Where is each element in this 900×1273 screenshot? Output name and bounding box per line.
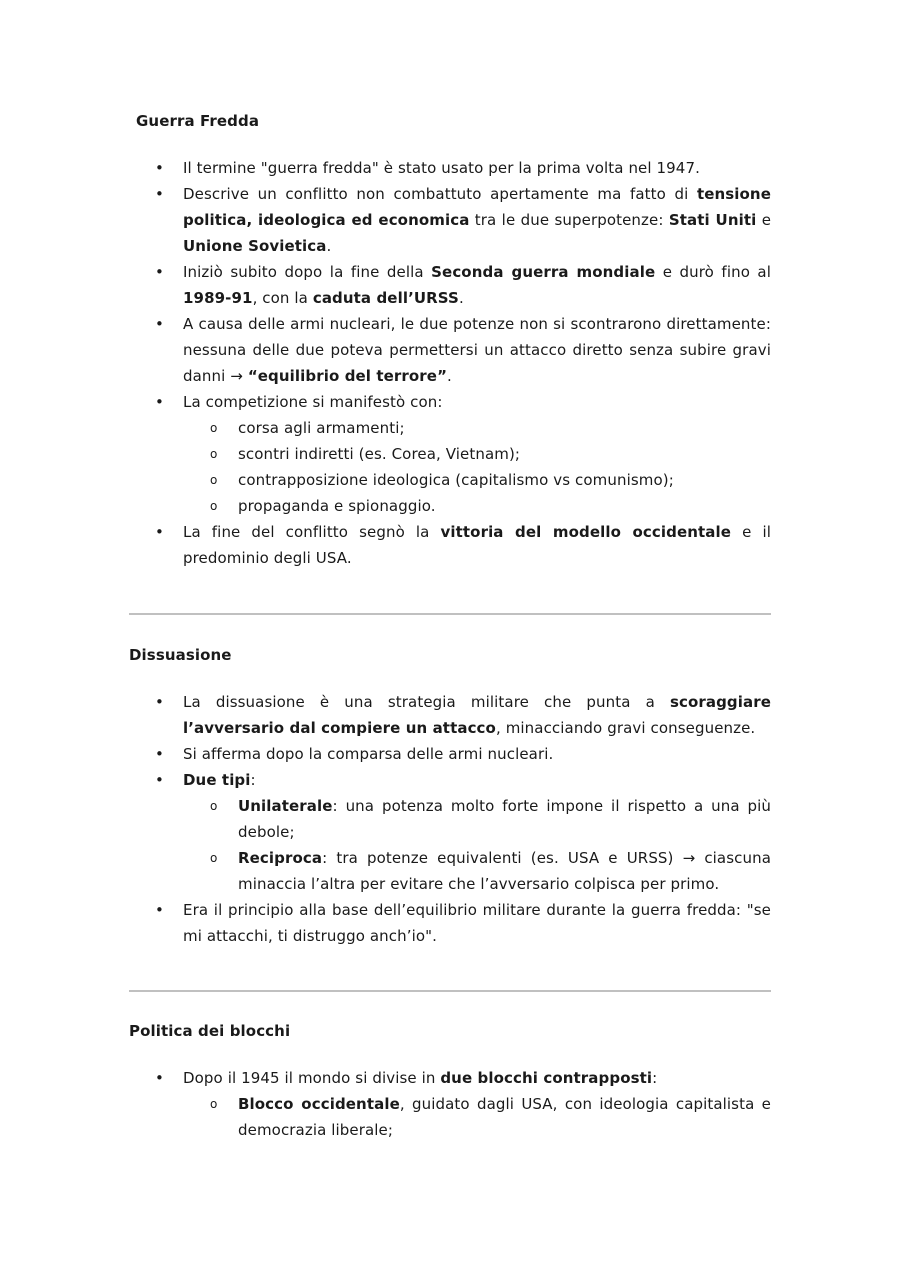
- text-run: scontri indiretti (es. Corea, Vietnam);: [238, 445, 521, 463]
- text-run: Era il principio alla base dell’equilibrio militare durante la guerra fredda: "se mi attacchi, ti distruggo anch’io".: [183, 901, 771, 945]
- list-item: [129, 1065, 771, 1143]
- text-run: , guidato dagli USA, con ideologia capitalista e democrazia liberale;: [238, 1095, 771, 1139]
- sub-list-item-text: [238, 793, 771, 845]
- sub-list-item: [129, 467, 771, 493]
- bold-text: Reciproca: [238, 849, 323, 867]
- list-item-text: [183, 389, 771, 415]
- list-item: [129, 897, 771, 949]
- bold-text: tensione politica, ideologica ed economica: [183, 185, 771, 229]
- sub-list-item: [129, 793, 771, 845]
- text-run: .: [458, 289, 464, 307]
- list-item-text: [183, 259, 771, 311]
- bold-text: Due tipi: [183, 771, 251, 789]
- bold-text: Unilaterale: [238, 797, 333, 815]
- bold-text: due blocchi contrapposti: [440, 1069, 653, 1087]
- list-item-text: [183, 689, 771, 741]
- bold-text: “equilibrio del terrore”: [247, 367, 448, 385]
- text-run: Iniziò subito dopo la fine della: [183, 263, 432, 281]
- sub-list: [183, 1091, 771, 1143]
- bold-text: Unione Sovietica: [183, 237, 327, 255]
- list-item-text: [183, 519, 771, 571]
- bold-text: 1989-91: [183, 289, 253, 307]
- bullet-list: [129, 155, 771, 571]
- text-run: contrapposizione ideologica (capitalismo vs comunismo);: [238, 471, 674, 489]
- sub-list-item: [129, 845, 771, 897]
- list-item: [129, 689, 771, 741]
- list-item-text: [183, 897, 771, 949]
- sub-list-item-text: [238, 441, 771, 467]
- section-guerra-fredda: [129, 108, 771, 571]
- list-item-text: [183, 311, 771, 389]
- list-item-text: [183, 767, 771, 793]
- bold-text: scoraggiare l’avversario dal compiere un attacco: [183, 693, 771, 737]
- text-run: Si afferma dopo la comparsa delle armi nucleari.: [183, 745, 554, 763]
- text-run: e durò fino al: [655, 263, 771, 281]
- sub-list-item: [129, 1091, 771, 1143]
- list-item: [129, 767, 771, 897]
- text-run: La competizione si manifestò con:: [183, 393, 443, 411]
- sub-list-item-text: [238, 1091, 771, 1143]
- bold-text: vittoria del modello occidentale: [440, 523, 732, 541]
- bullet-list: [129, 1065, 771, 1143]
- section-title: Dissuasione: [129, 646, 232, 664]
- list-item: [129, 389, 771, 519]
- sub-list-item: [129, 441, 771, 467]
- sub-list: [183, 793, 771, 897]
- text-run: tra le due superpotenze:: [469, 211, 669, 229]
- text-run: propaganda e spionaggio.: [238, 497, 436, 515]
- list-item: [129, 311, 771, 389]
- list-item: [129, 741, 771, 767]
- sub-list-item-text: [238, 415, 771, 441]
- sub-list-item: [129, 493, 771, 519]
- list-item-text: [183, 741, 771, 767]
- bold-text: Seconda guerra mondiale: [431, 263, 656, 281]
- text-run: : una potenza molto forte impone il rispetto a una più debole;: [238, 797, 771, 841]
- sub-list-item: [129, 415, 771, 441]
- section-title: Politica dei blocchi: [129, 1022, 291, 1040]
- section-title: Guerra Fredda: [136, 112, 260, 130]
- bold-text: Stati Uniti: [668, 211, 757, 229]
- text-run: :: [652, 1069, 658, 1087]
- text-run: : tra potenze equivalenti (es. USA e URSS) → ciascuna minaccia l’altra per evitare che l’avversario colpisca per primo.: [238, 849, 771, 893]
- text-run: A causa delle armi nucleari, le due potenze non si scontrarono direttamente: nessuna delle due poteva permettersi un attacco diretto senza subire gravi danni →: [183, 315, 771, 385]
- text-run: .: [447, 367, 452, 385]
- text-run: , minacciando gravi conseguenze.: [495, 719, 756, 737]
- sub-list-item-text: [238, 493, 771, 519]
- list-item-text: [183, 155, 771, 181]
- sub-list-item-text: [238, 467, 771, 493]
- text-run: .: [326, 237, 332, 255]
- text-run: , con la: [252, 289, 313, 307]
- section-divider: [129, 613, 771, 615]
- section-dissuasione: [129, 642, 771, 949]
- text-run: corsa agli armamenti;: [238, 419, 405, 437]
- list-item: [129, 519, 771, 571]
- bullet-list: [129, 689, 771, 949]
- text-run: :: [250, 771, 256, 789]
- text-run: Descrive un conflitto non combattuto apertamente ma fatto di: [183, 185, 697, 203]
- text-run: e: [756, 211, 772, 229]
- text-run: Il termine "guerra fredda" è stato usato per la prima volta nel 1947.: [183, 159, 700, 177]
- list-item-text: [183, 181, 771, 259]
- bold-text: Blocco occidentale: [238, 1095, 400, 1113]
- text-run: La fine del conflitto segnò la: [183, 523, 441, 541]
- text-run: e il predominio degli USA.: [183, 523, 771, 567]
- text-run: La dissuasione è una strategia militare che punta a: [183, 693, 670, 711]
- sub-list: [183, 415, 771, 519]
- list-item: [129, 155, 771, 181]
- bold-text: caduta dell’URSS: [312, 289, 459, 307]
- section-politica-dei-blocchi: [129, 1018, 771, 1143]
- list-item: [129, 259, 771, 311]
- list-item-text: [183, 1065, 771, 1091]
- section-divider: [129, 990, 771, 992]
- text-run: Dopo il 1945 il mondo si divise in: [183, 1069, 441, 1087]
- list-item: [129, 181, 771, 259]
- sub-list-item-text: [238, 845, 771, 897]
